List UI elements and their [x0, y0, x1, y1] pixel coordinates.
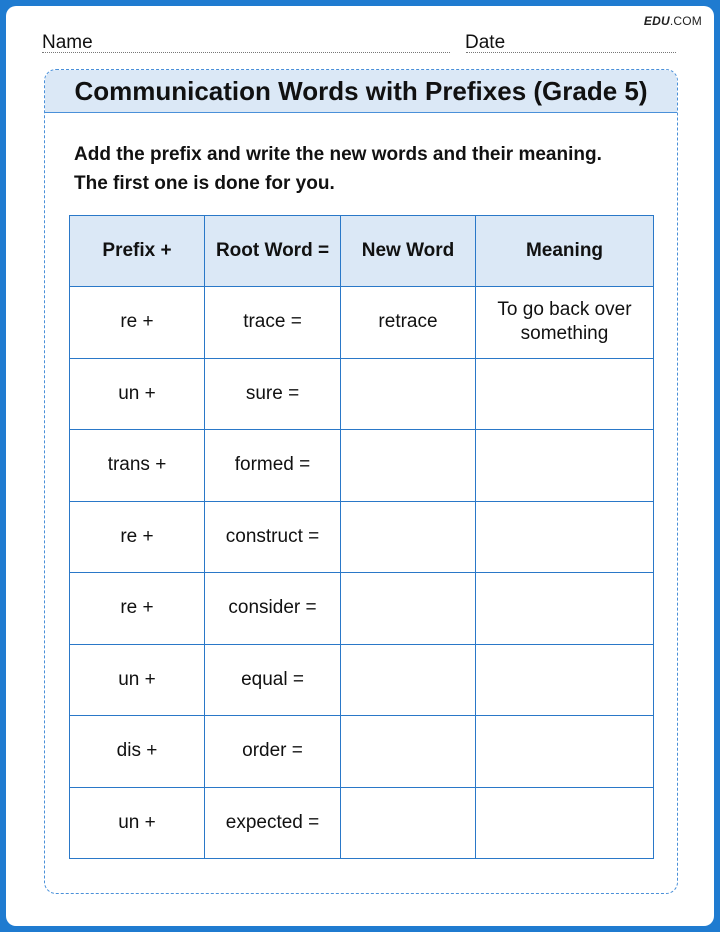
- meaning-cell: To go back over something: [476, 287, 654, 359]
- table-header-row: [70, 216, 654, 287]
- new-word-cell[interactable]: [341, 573, 476, 645]
- date-line[interactable]: [466, 52, 676, 53]
- root-word-cell: formed =: [205, 430, 341, 502]
- root-word-cell: order =: [205, 716, 341, 788]
- root-word-cell: expected =: [205, 787, 341, 859]
- table-row: [70, 716, 654, 788]
- prefix-cell: re +: [70, 287, 205, 359]
- root-word-cell: consider =: [205, 573, 341, 645]
- prefix-cell: trans +: [70, 430, 205, 502]
- meaning-cell[interactable]: [476, 787, 654, 859]
- new-word-cell[interactable]: [341, 716, 476, 788]
- table-row: [70, 573, 654, 645]
- instruction-line-1: Add the prefix and write the new words and their meaning.: [74, 144, 602, 165]
- new-word-cell[interactable]: [341, 358, 476, 430]
- root-word-cell: construct =: [205, 501, 341, 573]
- col-header-meaning: Meaning: [476, 216, 654, 287]
- meaning-cell[interactable]: [476, 573, 654, 645]
- prefix-table: [69, 215, 654, 859]
- exercise-card: [44, 69, 678, 894]
- col-header-new-word: New Word: [341, 216, 476, 287]
- new-word-cell: retrace: [341, 287, 476, 359]
- table-row: [70, 358, 654, 430]
- prefix-cell: re +: [70, 501, 205, 573]
- worksheet-page: [6, 6, 714, 926]
- col-header-root-word: Root Word =: [205, 216, 341, 287]
- new-word-cell[interactable]: [341, 501, 476, 573]
- prefix-cell: un +: [70, 644, 205, 716]
- meaning-cell[interactable]: [476, 358, 654, 430]
- name-line[interactable]: [42, 52, 450, 53]
- prefix-cell: dis +: [70, 716, 205, 788]
- root-word-cell: sure =: [205, 358, 341, 430]
- new-word-cell[interactable]: [341, 430, 476, 502]
- table-row: [70, 644, 654, 716]
- meaning-cell[interactable]: [476, 644, 654, 716]
- meaning-cell[interactable]: [476, 716, 654, 788]
- meaning-cell[interactable]: [476, 501, 654, 573]
- table-row: [70, 501, 654, 573]
- table-row: [70, 430, 654, 502]
- brand-logo: EDU.COM: [643, 14, 702, 28]
- root-word-cell: trace =: [205, 287, 341, 359]
- col-header-prefix: Prefix +: [70, 216, 205, 287]
- prefix-cell: re +: [70, 573, 205, 645]
- table-row: [70, 787, 654, 859]
- instruction-line-2: The first one is done for you.: [74, 173, 335, 194]
- meaning-cell[interactable]: [476, 430, 654, 502]
- worksheet-title: Communication Words with Prefixes (Grade 5): [45, 70, 677, 113]
- new-word-cell[interactable]: [341, 787, 476, 859]
- date-label: Date: [465, 32, 506, 53]
- prefix-cell: un +: [70, 787, 205, 859]
- root-word-cell: equal =: [205, 644, 341, 716]
- name-label: Name: [42, 32, 93, 53]
- instructions: [74, 140, 654, 198]
- table-row: [70, 287, 654, 359]
- new-word-cell[interactable]: [341, 644, 476, 716]
- prefix-cell: un +: [70, 358, 205, 430]
